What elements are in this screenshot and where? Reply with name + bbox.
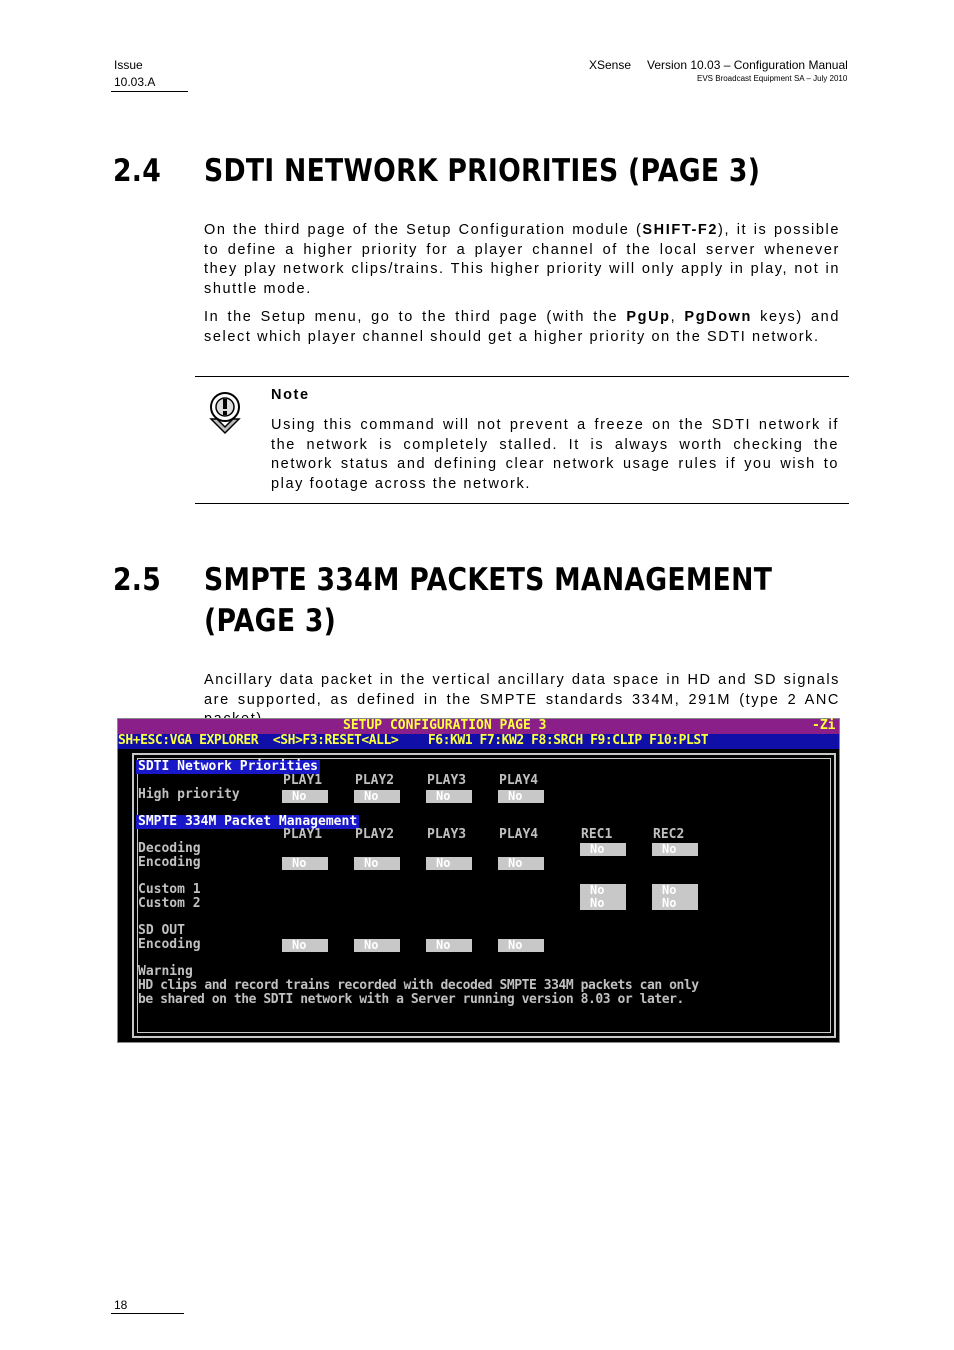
- encoding-play3[interactable]: No: [426, 857, 472, 870]
- col-play3: PLAY3: [427, 773, 467, 788]
- footer-rule: [111, 1313, 184, 1314]
- key-pgup: PgUp: [626, 309, 671, 325]
- high-priority-label: High priority: [138, 787, 240, 802]
- paragraph-2-5: Ancillary data packet in the vertical ancillary data space in HD and SD signals are supported, as defined in the SMPTE standards 334M, 291M (type 2 ANC: [204, 672, 840, 708]
- product-name: XSense: [589, 58, 632, 72]
- encoding-play2[interactable]: No: [354, 857, 400, 870]
- custom2-label: Custom 2: [138, 896, 201, 911]
- section-title-2-4: SDTI NETWORK PRIORITIES (PAGE 3): [204, 153, 761, 189]
- terminal-menu: SH+ESC:VGA EXPLORER <SH>F3:RESET<ALL> F6:KW1 F7:KW2 F8:SRCH F9:CLIP F10:PLST: [118, 733, 709, 748]
- warning-line2: be shared on the SDTI network with a Server running version 8.03 or later.: [138, 992, 684, 1007]
- high-priority-play1[interactable]: No: [282, 790, 328, 803]
- paragraph-2-4-intro: On the third page of the Setup Configuration module (SHIFT-F2), it is possible to define a higher priority for a player channel of the local server whenever they play network clips/trains. This higher priority will only apply in play, not in shuttle mode.: [204, 222, 840, 297]
- issue-label: Issue: [114, 58, 143, 72]
- header-rule: [111, 91, 188, 92]
- warning-pointer-icon: [207, 389, 243, 435]
- warning-line1: HD clips and record trains recorded with decoded SMPTE 334M packets can only: [138, 978, 699, 993]
- terminal-panel: [132, 753, 836, 1038]
- key-shift-f2: SHIFT-F2: [642, 222, 719, 238]
- sdout-encoding-play2[interactable]: No: [354, 939, 400, 952]
- col-play4: PLAY4: [499, 773, 539, 788]
- col-play2-b: PLAY2: [355, 827, 395, 842]
- setup-config-screenshot: [117, 718, 840, 1043]
- col-play4-b: PLAY4: [499, 827, 539, 842]
- col-rec1: REC1: [581, 827, 613, 842]
- key-pgdown: PgDown: [684, 309, 753, 325]
- col-play2: PLAY2: [355, 773, 395, 788]
- note-box: [195, 376, 849, 504]
- high-priority-play3[interactable]: No: [426, 790, 472, 803]
- warning-label: Warning: [138, 964, 193, 979]
- terminal-title: SETUP CONFIGURATION PAGE 3: [343, 718, 547, 733]
- section-title-2-5-line2: (PAGE 3): [204, 603, 337, 639]
- col-play1: PLAY1: [283, 773, 323, 788]
- sd-out-encoding-label: Encoding: [138, 937, 201, 952]
- issue-number: 10.03.A: [114, 75, 156, 89]
- section-number-2-5: 2.5: [113, 562, 162, 598]
- sdout-encoding-play1[interactable]: No: [282, 939, 328, 952]
- decoding-rec2[interactable]: No: [652, 843, 698, 856]
- custom2-rec1[interactable]: No: [580, 897, 626, 910]
- col-rec2: REC2: [653, 827, 685, 842]
- custom1-rec2[interactable]: No: [652, 884, 698, 897]
- decoding-rec1[interactable]: No: [580, 843, 626, 856]
- custom1-rec1[interactable]: No: [580, 884, 626, 897]
- terminal-title-bar: [118, 719, 839, 734]
- terminal-menu-bar: [118, 734, 839, 749]
- section-number-2-4: 2.4: [113, 153, 162, 189]
- terminal-title-right: -Zi: [812, 718, 836, 733]
- page-number: 18: [114, 1298, 128, 1312]
- encoding-label: Encoding: [138, 855, 201, 870]
- encoding-play4[interactable]: No: [498, 857, 544, 870]
- sdti-heading: SDTI Network Priorities: [138, 759, 319, 774]
- manual-title: Version 10.03 – Configuration Manual: [647, 58, 848, 72]
- section-title-2-5-line1: SMPTE 334M PACKETS MANAGEMENT: [204, 562, 773, 598]
- sd-out-label: SD OUT: [138, 923, 185, 938]
- col-play3-b: PLAY3: [427, 827, 467, 842]
- high-priority-play2[interactable]: No: [354, 790, 400, 803]
- sdout-encoding-play4[interactable]: No: [498, 939, 544, 952]
- paragraph-2-4-setup: In the Setup menu, go to the third page (with the PgUp, PgDown keys) and select which player channel should get a higher priority on the SDTI network.: [204, 309, 840, 345]
- note-text: Using this command will not prevent a freeze on the SDTI network if the network is completely stalled. It is always worth checking the network status and defining clear network usage rules if you wish to play footage across the network.: [271, 417, 839, 492]
- encoding-play1[interactable]: No: [282, 857, 328, 870]
- custom2-rec2[interactable]: No: [652, 897, 698, 910]
- high-priority-play4[interactable]: No: [498, 790, 544, 803]
- smpte-heading: SMPTE 334M Packet Management: [138, 814, 358, 829]
- company-line: EVS Broadcast Equipment SA – July 2010: [697, 74, 848, 83]
- note-title: Note: [271, 387, 310, 403]
- decoding-label: Decoding: [138, 841, 201, 856]
- col-play1-b: PLAY1: [283, 827, 323, 842]
- custom1-label: Custom 1: [138, 882, 201, 897]
- sdout-encoding-play3[interactable]: No: [426, 939, 472, 952]
